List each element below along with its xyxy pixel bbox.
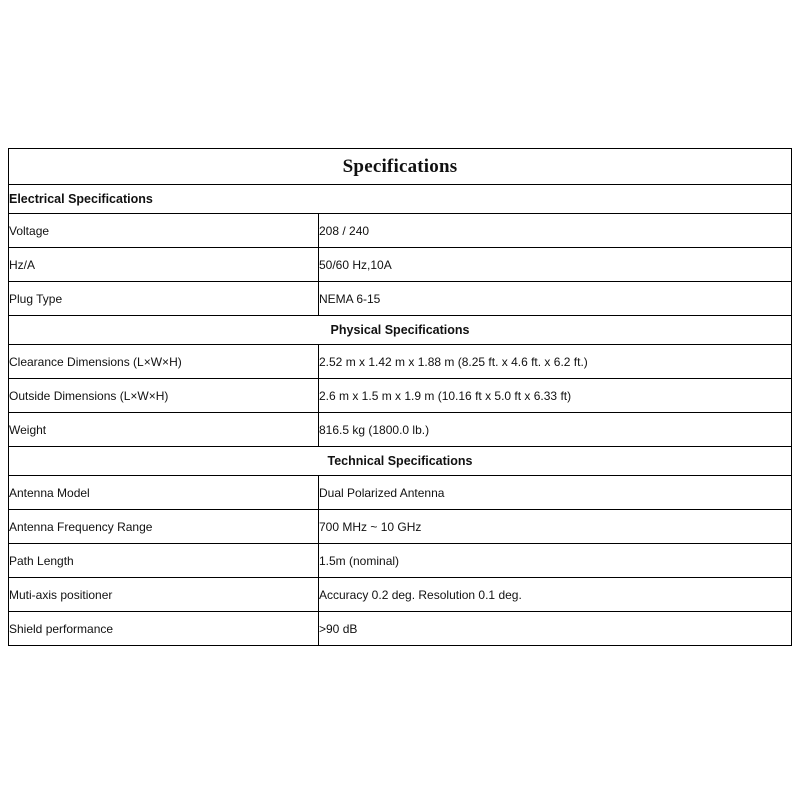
row-label: Antenna Model — [9, 476, 319, 510]
section-title-technical: Technical Specifications — [9, 447, 792, 476]
table-row — [9, 578, 792, 612]
row-value: Dual Polarized Antenna — [319, 476, 792, 510]
table-row — [9, 476, 792, 510]
section-header-row — [9, 185, 792, 214]
row-value: 700 MHz ~ 10 GHz — [319, 510, 792, 544]
row-value: Accuracy 0.2 deg. Resolution 0.1 deg. — [319, 578, 792, 612]
row-value: >90 dB — [319, 612, 792, 646]
row-value: 50/60 Hz,10A — [319, 248, 792, 282]
table-row — [9, 510, 792, 544]
page-title: Specifications — [9, 149, 792, 185]
section-title-electrical: Electrical Specifications — [9, 185, 792, 214]
table-row — [9, 612, 792, 646]
table-row — [9, 248, 792, 282]
table-row — [9, 214, 792, 248]
section-header-row — [9, 447, 792, 476]
row-label: Shield performance — [9, 612, 319, 646]
table-row — [9, 413, 792, 447]
row-label: Path Length — [9, 544, 319, 578]
row-value: 2.52 m x 1.42 m x 1.88 m (8.25 ft. x 4.6 ft. x 6.2 ft.) — [319, 345, 792, 379]
row-label: Antenna Frequency Range — [9, 510, 319, 544]
row-value: NEMA 6-15 — [319, 282, 792, 316]
row-label: Weight — [9, 413, 319, 447]
specifications-table — [8, 148, 792, 646]
row-label: Outside Dimensions (L×W×H) — [9, 379, 319, 413]
section-title-physical: Physical Specifications — [9, 316, 792, 345]
table-title-row — [9, 149, 792, 185]
row-label: Hz/A — [9, 248, 319, 282]
section-header-row — [9, 316, 792, 345]
row-value: 1.5m (nominal) — [319, 544, 792, 578]
row-label: Voltage — [9, 214, 319, 248]
table-row — [9, 282, 792, 316]
table-row — [9, 379, 792, 413]
row-value: 2.6 m x 1.5 m x 1.9 m (10.16 ft x 5.0 ft x 6.33 ft) — [319, 379, 792, 413]
row-value: 208 / 240 — [319, 214, 792, 248]
row-label: Plug Type — [9, 282, 319, 316]
row-label: Clearance Dimensions (L×W×H) — [9, 345, 319, 379]
row-value: 816.5 kg (1800.0 lb.) — [319, 413, 792, 447]
table-row — [9, 345, 792, 379]
table-row — [9, 544, 792, 578]
row-label: Muti-axis positioner — [9, 578, 319, 612]
